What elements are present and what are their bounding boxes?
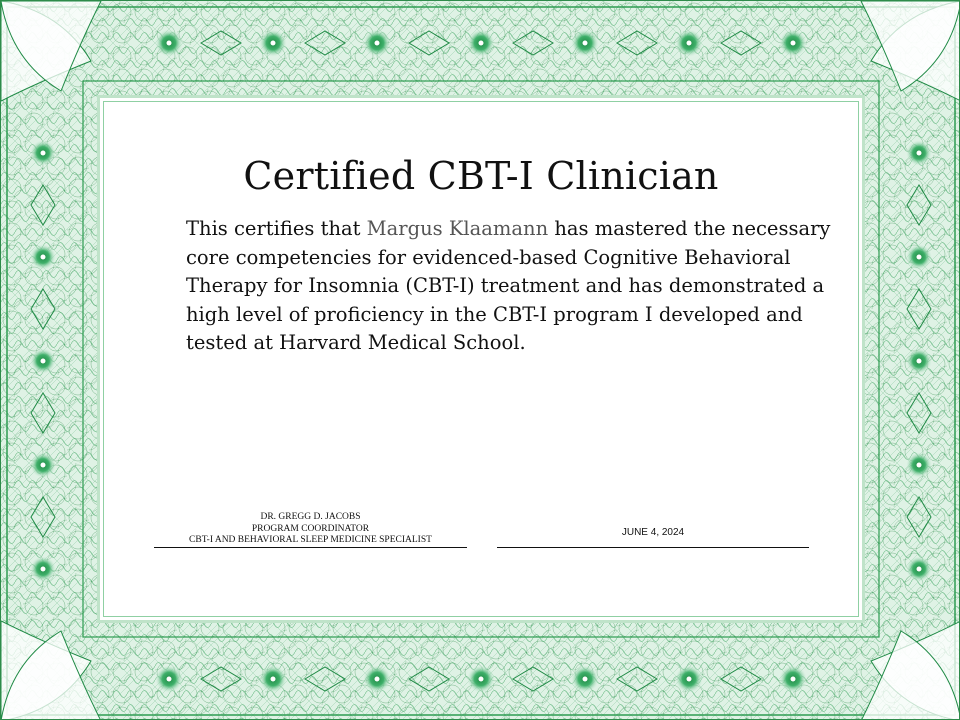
signature-line [154,547,467,548]
statement-suffix: has mastered the necessary core competencies for evidenced-based Cognitive Behavioral Therapy for Insomnia (CBT-I) treatment and has demonstrated a high level of proficiency in the CBT-I program I developed and tested at Harvard Medical School. [186,217,831,354]
certificate-title: Certified CBT-I Clinician [243,154,719,198]
signatory-specialty: CBT-I AND BEHAVIORAL SLEEP MEDICINE SPECIALIST [189,535,432,545]
signatory-name: DR. GREGG D. JACOBS [260,512,361,522]
statement-prefix: This certifies that [186,217,367,240]
date-line [497,547,809,548]
recipient-name: Margus Klaamann [366,217,549,240]
signatory-role: PROGRAM COORDINATOR [251,523,370,534]
certificate-statement [186,215,836,358]
signature-block [154,512,467,547]
certificate-date: JUNE 4, 2024 [621,527,685,538]
